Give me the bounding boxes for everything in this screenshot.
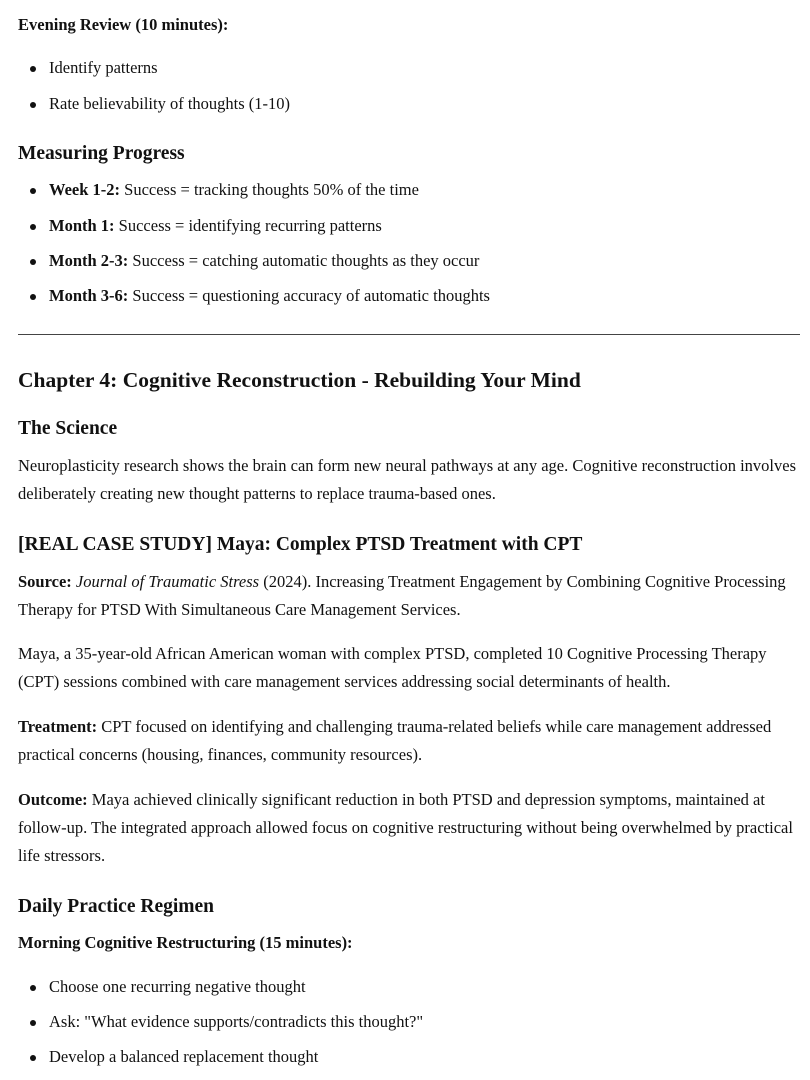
- list-item: [18, 180, 800, 200]
- list-item-text: Success = catching automatic thoughts as they occur: [128, 251, 480, 270]
- science-paragraph: Neuroplasticity research shows the brain can form new neural pathways at any age. Cognitive reconstruction involves deliberately creating new thought patterns to replace trauma-based ones.: [18, 456, 797, 503]
- measuring-progress-list: [18, 180, 800, 306]
- list-item: Identify patterns: [18, 58, 800, 78]
- list-item: Ask: "What evidence supports/contradicts this thought?": [18, 1012, 800, 1032]
- list-item-text: Success = questioning accuracy of automatic thoughts: [128, 286, 490, 305]
- list-item-label: Month 3-6:: [49, 286, 129, 305]
- treatment-label: Treatment:: [18, 717, 98, 736]
- list-item: Choose one recurring negative thought: [18, 977, 800, 997]
- case-study-source: [18, 568, 800, 624]
- list-item-label: Month 1:: [49, 216, 115, 235]
- list-item: Develop a balanced replacement thought: [18, 1047, 800, 1067]
- evening-review-heading: Evening Review (10 minutes):: [18, 15, 229, 34]
- section-divider: [18, 334, 800, 335]
- treatment-text: CPT focused on identifying and challenging trauma-related beliefs while care management addressed practical concerns (housing, finances, community resources).: [18, 717, 772, 764]
- list-item: [18, 251, 800, 271]
- morning-practice-list: [18, 977, 800, 1067]
- evening-review-list: [18, 58, 800, 114]
- case-study-intro: Maya, a 35-year-old African American woman with complex PTSD, completed 10 Cognitive Processing Therapy (CPT) sessions combined with care management services addressing social determinants of health.: [18, 644, 767, 691]
- measuring-progress-heading: Measuring Progress: [18, 143, 185, 164]
- science-heading: The Science: [18, 418, 118, 439]
- morning-restructuring-heading: Morning Cognitive Restructuring (15 minutes):: [18, 933, 353, 952]
- source-citation: (2024). Increasing Treatment Engagement by Combining Cognitive Processing Therapy for PTSD With Simultaneous Care Management Services.: [18, 572, 786, 619]
- source-label: Source:: [18, 572, 72, 591]
- list-item: [18, 286, 800, 306]
- daily-practice-heading: Daily Practice Regimen: [18, 896, 215, 917]
- outcome-text: Maya achieved clinically significant reduction in both PTSD and depression symptoms, maintained at follow-up. The integrated approach allowed focus on cognitive restructuring without being overwhelmed by practical life stressors.: [18, 790, 793, 865]
- list-item-text: Success = identifying recurring patterns: [114, 216, 382, 235]
- outcome-label: Outcome:: [18, 790, 88, 809]
- list-item: Rate believability of thoughts (1-10): [18, 94, 800, 114]
- list-item-label: Week 1-2:: [49, 180, 121, 199]
- list-item-text: Success = tracking thoughts 50% of the time: [120, 180, 419, 199]
- list-item-label: Month 2-3:: [49, 251, 129, 270]
- case-study-outcome: [18, 786, 800, 870]
- source-journal: Journal of Traumatic Stress: [75, 572, 260, 591]
- list-item: [18, 216, 800, 236]
- case-study-heading: [REAL CASE STUDY] Maya: Complex PTSD Treatment with CPT: [18, 534, 583, 555]
- chapter-title: Chapter 4: Cognitive Reconstruction - Rebuilding Your Mind: [18, 368, 581, 392]
- case-study-treatment: [18, 713, 800, 769]
